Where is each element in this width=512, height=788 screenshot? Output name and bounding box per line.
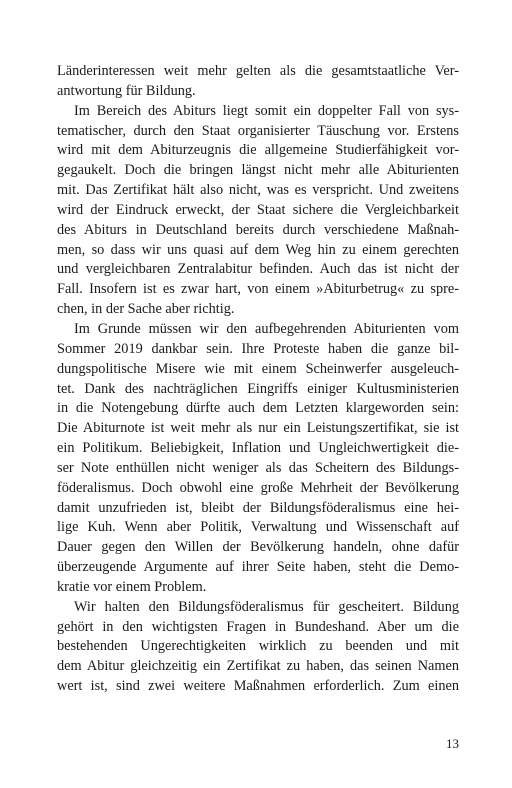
text-line: überzeugende Argumente auf ihrer Seite haben, steht die Demo-: [57, 559, 459, 576]
text-line: Dauer gegen den Willen der Bevölkerung handeln, ohne dafür: [57, 539, 459, 556]
text-line: Die Abiturnote ist weit mehr als nur ein Leistungszertifikat, sie ist: [57, 420, 459, 437]
text-line: damit unzufrieden ist, bleibt der Bildungsföderalismus eine hei-: [57, 499, 459, 516]
text-line: mit. Das Zertifikat hält also nicht, was es verspricht. Und zweitens: [57, 182, 459, 199]
text-line: und vergleichbaren Zentralabitur befinden. Auch das ist nicht der: [57, 261, 459, 278]
text-line: lige Kuh. Wenn aber Politik, Verwaltung und Wissenschaft auf: [57, 519, 459, 536]
text-line: kratie vor einem Problem.: [57, 578, 207, 595]
paragraph: [57, 320, 459, 598]
text-line: Wir halten den Bildungsföderalismus für gescheitert. Bildung: [74, 598, 459, 615]
text-line: wird der Eindruck erweckt, der Staat sichere die Vergleichbarkeit: [57, 201, 459, 218]
text-line: men, so dass wir uns quasi auf dem Weg hin zu einem gerechten: [57, 241, 459, 258]
paragraph: [57, 102, 459, 320]
page-number: 13: [446, 736, 459, 751]
paragraph: [57, 598, 459, 697]
text-line: gehört in den wichtigsten Fragen in Bundeshand. Aber um die: [57, 618, 459, 635]
text-line: antwortung für Bildung.: [57, 82, 196, 99]
text-line: wert ist, sind zwei weitere Maßnahmen erforderlich. Zum einen: [57, 678, 459, 695]
text-line: Länderinteressen weit mehr gelten als die gesamtstaatliche Ver-: [57, 63, 459, 79]
text-line: bestehenden Ungerechtigkeiten wirklich zu beenden und mit: [57, 638, 459, 655]
text-line: gegaukelt. Doch die bringen längst nicht mehr alle Abiturienten: [57, 162, 459, 179]
text-line: tet. Dank des nachträglichen Eingriffs einiger Kultusministerien: [57, 380, 459, 397]
text-line: ser Note enthüllen nicht weniger als das Scheitern des Bildungs-: [57, 459, 459, 476]
text-line: tematischer, durch den Staat organisierter Täuschung vor. Erstens: [57, 122, 459, 139]
text-line: Im Grunde müssen wir den aufbegehrenden Abiturienten vom: [74, 320, 459, 337]
body-text: [57, 62, 459, 697]
text-line: dungspolitische Misere wie mit einem Scheinwerfer ausgeleuch-: [57, 360, 459, 377]
text-line: föderalismus. Doch obwohl eine große Mehrheit der Bevölkerung: [57, 479, 459, 496]
text-line: Fall. Insofern ist es zwar hart, von einem »Abiturbetrug« zu spre-: [57, 281, 459, 298]
text-line: dem Abitur gleichzeitig ein Zertifikat zu haben, das seinen Namen: [57, 658, 459, 675]
text-line: chen, in der Sache aber richtig.: [57, 301, 235, 318]
text-line: Im Bereich des Abiturs liegt somit ein doppelter Fall von sys-: [74, 102, 459, 119]
text-line: des Abiturs in Deutschland bereits durch verschiedene Maßnah-: [57, 221, 459, 238]
text-line: ein Politikum. Beliebigkeit, Inflation und Ungleichwertigkeit die-: [57, 440, 459, 457]
text-line: wird mit dem Abiturzeugnis die allgemeine Studierfähigkeit vor-: [57, 142, 459, 159]
text-line: Sommer 2019 dankbar sein. Ihre Proteste haben die ganze bil-: [57, 340, 459, 357]
text-line: in die Notengebung dürfte auch dem Letzten klargeworden sein:: [57, 400, 459, 417]
paragraph: [57, 62, 459, 102]
